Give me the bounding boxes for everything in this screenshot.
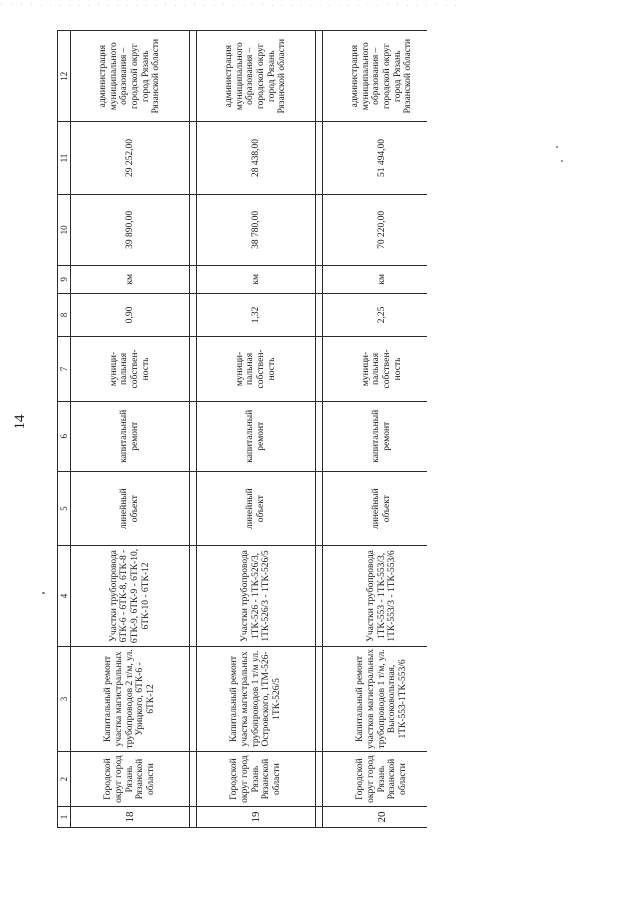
- column-number: 12: [58, 31, 71, 122]
- unit-cell: км: [323, 265, 428, 293]
- municipality-cell: Городской округ город Рязань Рязанской области: [197, 752, 316, 807]
- column-number: 11: [58, 122, 71, 194]
- object-type-cell: линейный объект: [323, 471, 428, 546]
- column-number: 2: [58, 752, 71, 807]
- column-number: 5: [58, 471, 71, 546]
- page-number: 14: [12, 414, 28, 430]
- column-number-header: [58, 31, 71, 828]
- ownership-cell: муници-пальная собствен-ность: [323, 337, 428, 402]
- project-name-cell: Капитальный ремонт участков магистральных трубопроводов 1 т/м, ул. Высоковольтная, 1ТК-553-1ТК-553/6: [323, 646, 428, 752]
- municipality-cell: Городской округ город Рязань Рязанской области: [323, 752, 428, 807]
- table-row: [197, 31, 316, 828]
- length-cell: 1,32: [197, 293, 316, 336]
- row-number: 20: [323, 806, 428, 827]
- scan-speck: [561, 160, 563, 162]
- table-row: [71, 31, 190, 828]
- scan-noise-top: · · · · . . . . . . · . . . . . . · . . · . . · . . · · . . . . . . . . . . · . · · . . . · . .: [0, 0, 460, 8]
- total-cost-cell: 70 220,00: [323, 194, 428, 265]
- pipeline-sections-cell: Участки трубопровода 6ТК-6 - 6ТК-8, 6ТК-8 - 6ТК-9, 6ТК-9 - 6ТК-10, 6ТК-10 - 6ТК-12: [71, 546, 190, 646]
- pipeline-sections-cell: Участки трубопровода 1ТК-553 - 1ТК-553/3, 1ТК-553/3 - 1ТК-553/6: [323, 546, 428, 646]
- unit-cell: км: [71, 265, 190, 293]
- column-number: 7: [58, 337, 71, 402]
- customer-cell: администрация муниципального образования – городской округ город Рязань Рязанской области: [197, 31, 316, 122]
- column-number: 4: [58, 546, 71, 646]
- customer-cell: администрация муниципального образования – городской округ город Рязань Рязанской области: [71, 31, 190, 122]
- work-type-cell: капитальный ремонт: [71, 401, 190, 471]
- work-type-cell: капитальный ремонт: [323, 401, 428, 471]
- length-cell: 2,25: [323, 293, 428, 336]
- table-row: [323, 31, 428, 828]
- partial-cost-cell: 51 494,00: [323, 122, 428, 194]
- column-number: 1: [58, 806, 71, 827]
- project-name-cell: Капитальный ремонт участка магистральных трубопроводов 2 т/м, ул. Урицкого, 6ТК-6 - 6ТК-12: [71, 646, 190, 752]
- column-number: 6: [58, 401, 71, 471]
- column-number: 10: [58, 194, 71, 265]
- table-rotation-frame: [57, 30, 427, 828]
- scan-speck: [42, 592, 45, 594]
- ownership-cell: муници-пальная собствен-ность: [71, 337, 190, 402]
- total-cost-cell: 39 890,00: [71, 194, 190, 265]
- partial-cost-cell: 29 252,00: [71, 122, 190, 194]
- repair-program-table: [57, 30, 427, 828]
- unit-cell: км: [197, 265, 316, 293]
- work-type-cell: капитальный ремонт: [197, 401, 316, 471]
- row-separator: [190, 31, 197, 828]
- row-number: 19: [197, 806, 316, 827]
- object-type-cell: линейный объект: [71, 471, 190, 546]
- partial-cost-cell: 28 438,00: [197, 122, 316, 194]
- column-number: 9: [58, 265, 71, 293]
- project-name-cell: Капитальный ремонт участка магистральных трубопроводов 1 т/м ул. Островского, 1ТМ-526-1ТК-526/5: [197, 646, 316, 752]
- row-separator: [316, 31, 323, 828]
- pipeline-sections-cell: Участки трубопровода 1ТК-526 - 1ТК-526/3, 1ТК-526/3 - 1ТК-526/5: [197, 546, 316, 646]
- object-type-cell: линейный объект: [197, 471, 316, 546]
- column-number: 8: [58, 293, 71, 336]
- column-number: 3: [58, 646, 71, 752]
- total-cost-cell: 38 780,00: [197, 194, 316, 265]
- customer-cell: администрация муниципального образования – городской округ город Рязань Рязанской области: [323, 31, 428, 122]
- row-number: 18: [71, 806, 190, 827]
- scan-speck: [556, 146, 558, 148]
- ownership-cell: муници-пальная собствен-ность: [197, 337, 316, 402]
- municipality-cell: Городской округ город Рязань Рязанской области: [71, 752, 190, 807]
- length-cell: 0,90: [71, 293, 190, 336]
